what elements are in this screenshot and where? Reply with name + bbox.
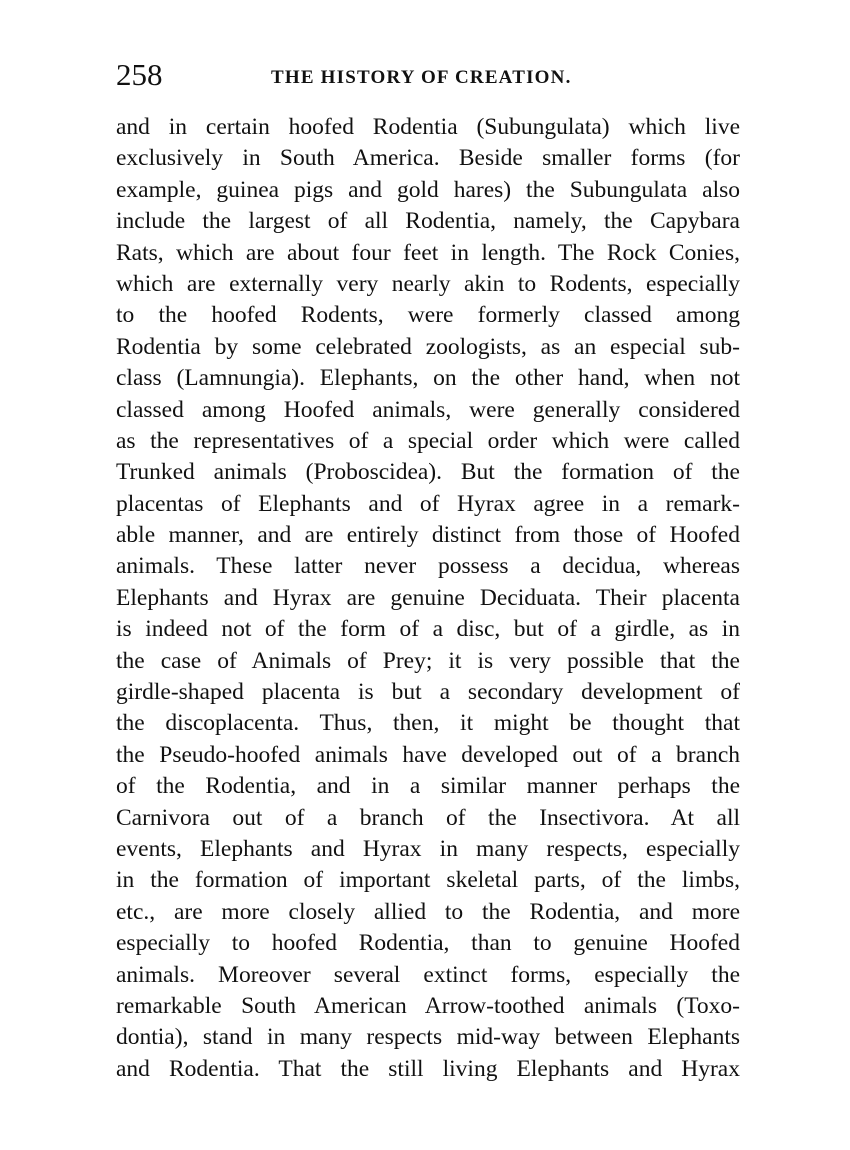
- text-line: example, guinea pigs and gold hares) the Subungulata also: [116, 176, 740, 203]
- text-line: as the representatives of a special order which were called: [116, 427, 740, 454]
- text-line: which are externally very nearly akin to Rodents, especially: [116, 270, 740, 297]
- text-line: include the largest of all Rodentia, namely, the Capybara: [116, 208, 740, 235]
- text-line: able manner, and are entirely distinct from those of Hoofed: [116, 522, 740, 549]
- text-line: the Pseudo-hoofed animals have developed out of a branch: [116, 741, 740, 768]
- text-line: and Rodentia. That the still living Elephants and Hyrax: [116, 1055, 740, 1082]
- text-line: to the hoofed Rodents, were formerly classed among: [116, 302, 740, 329]
- text-line: exclusively in South America. Beside smaller forms (for: [116, 145, 740, 172]
- text-line: animals. These latter never possess a decidua, whereas: [116, 553, 740, 580]
- text-line: Carnivora out of a branch of the Insectivora. At all: [116, 804, 740, 831]
- text-line: remarkable South American Arrow-toothed animals (Toxo-: [116, 992, 740, 1019]
- text-line: the case of Animals of Prey; it is very possible that the: [116, 647, 740, 674]
- text-line: especially to hoofed Rodentia, than to genuine Hoofed: [116, 930, 740, 957]
- text-line: Trunked animals (Proboscidea). But the formation of the: [116, 459, 740, 486]
- text-line: class (Lamnungia). Elephants, on the other hand, when not: [116, 365, 740, 392]
- running-title: THE HISTORY OF CREATION.: [271, 67, 572, 88]
- text-line: the discoplacenta. Thus, then, it might be thought that: [116, 710, 740, 737]
- text-line: Elephants and Hyrax are genuine Deciduata. Their placenta: [116, 584, 740, 611]
- text-line: is indeed not of the form of a disc, but of a girdle, as in: [116, 616, 740, 643]
- text-line: in the formation of important skeletal parts, of the limbs,: [116, 867, 740, 894]
- text-line: Rats, which are about four feet in length. The Rock Conies,: [116, 239, 740, 266]
- text-line: placentas of Elephants and of Hyrax agree in a remark-: [116, 490, 740, 517]
- running-head: [116, 58, 740, 98]
- text-line: Rodentia by some celebrated zoologists, as an especial sub-: [116, 333, 740, 360]
- body-text: [116, 112, 740, 1085]
- text-line: girdle-shaped placenta is but a secondary development of: [116, 679, 740, 706]
- text-line: events, Elephants and Hyrax in many respects, especially: [116, 835, 740, 862]
- text-line: of the Rodentia, and in a similar manner perhaps the: [116, 773, 740, 800]
- text-line: animals. Moreover several extinct forms, especially the: [116, 961, 740, 988]
- text-line: dontia), stand in many respects mid-way between Elephants: [116, 1024, 740, 1051]
- text-line: etc., are more closely allied to the Rodentia, and more: [116, 898, 740, 925]
- text-line: classed among Hoofed animals, were generally considered: [116, 396, 740, 423]
- page-number: 258: [116, 57, 163, 92]
- text-line: and in certain hoofed Rodentia (Subungulata) which live: [116, 114, 740, 140]
